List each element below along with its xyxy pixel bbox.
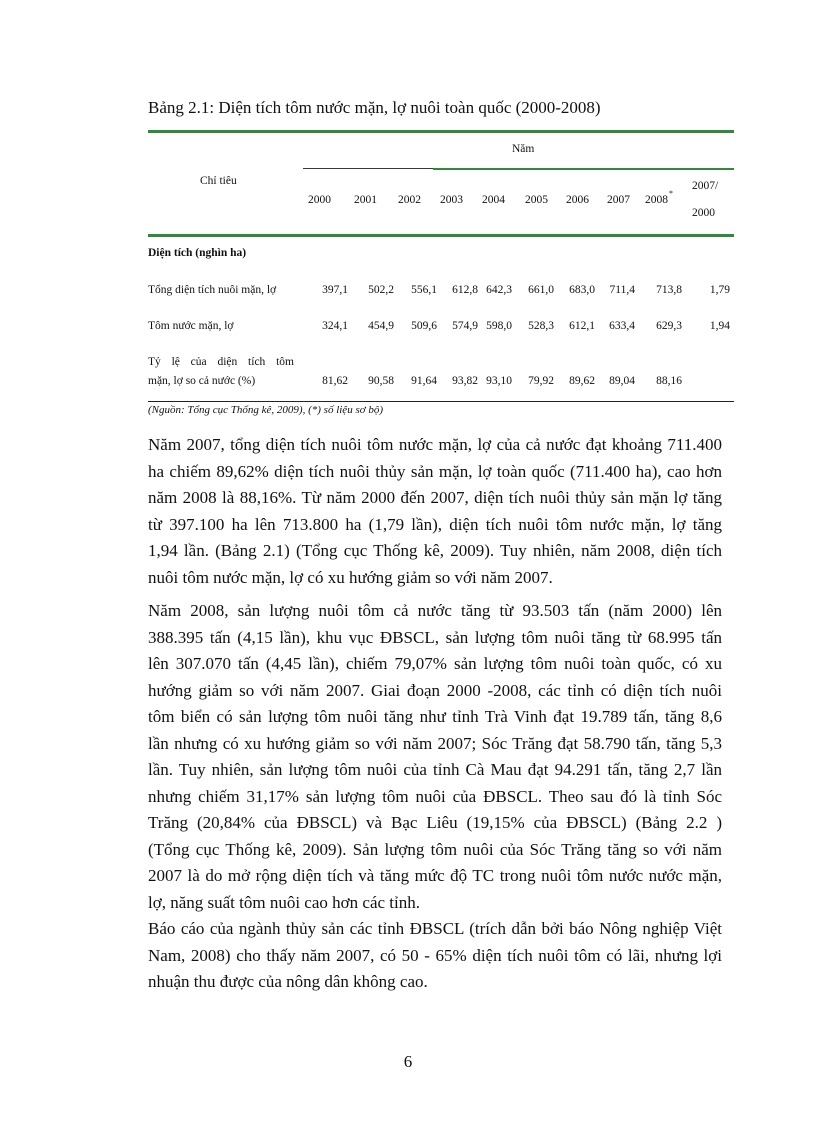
- row-label-line-2: mặn, lợ so cả nước (%): [148, 375, 256, 387]
- header-chi-tieu: Chỉ tiêu: [200, 175, 237, 187]
- table-cell: 711,4: [609, 284, 635, 296]
- header-year: 2001: [354, 194, 377, 206]
- text-line: (Tổng cục Thống kê, 2009). Sản lượng tôm nuôi của Sóc Trăng tăng so với năm: [148, 839, 722, 859]
- text-line: Báo cáo của ngành thủy sản các tỉnh ĐBSCL (trích dẫn bởi báo Nông nghiệp Việt: [148, 919, 722, 938]
- table-header-subrule-2: [433, 168, 734, 170]
- paragraph-3: [148, 916, 722, 996]
- table-cell: 91,64: [411, 375, 437, 387]
- table-cell: 502,2: [368, 284, 394, 296]
- table-cell: 713,8: [656, 284, 682, 296]
- header-year: 2005: [525, 194, 548, 206]
- header-year: 2004: [482, 194, 505, 206]
- table-cell: 612,8: [452, 284, 478, 296]
- text-line: lên 307.070 tấn (4,45 lần), chiếm 79,07% sản lượng tôm nuôi toàn quốc, có xu: [148, 654, 722, 673]
- row-label: Tôm nước mặn, lợ: [148, 320, 234, 332]
- header-year-2008: [645, 189, 673, 206]
- table-cell: 79,92: [528, 375, 554, 387]
- table-bottom-rule: [148, 401, 734, 402]
- table-ratio-cell: 1,79: [709, 284, 730, 296]
- header-year: 2000: [308, 194, 331, 206]
- table-caption: Bảng 2.1: Diện tích tôm nước mặn, lợ nuôi toàn quốc (2000-2008): [148, 98, 601, 117]
- text-line: Nam, 2008) cho thấy năm 2007, có 50 - 65% diện tích nuôi tôm có lãi, nhưng lợi: [148, 945, 722, 965]
- table-cell: 509,6: [411, 320, 437, 332]
- table-cell: 661,0: [528, 284, 554, 296]
- text-line: nhưng chiếm 31,17% sản lượng tôm nuôi của ĐBSCL. Theo sau đó là tỉnh Sóc: [148, 786, 722, 806]
- paragraph-1: [148, 432, 722, 591]
- text-line: hướng giảm so với năm 2007. Giai đoạn 2000 -2008, các tỉnh có diện tích nuôi: [148, 680, 722, 700]
- text-line: 2007 là do mở rộng diện tích và tăng mức độ TC trong nuôi tôm nước nước mặn,: [148, 866, 722, 885]
- text-line: lần nhưng có xu hướng giảm so với năm 2007; Sóc Trăng đạt 58.790 tấn, tăng 5,3: [148, 733, 722, 753]
- header-year: 2002: [398, 194, 421, 206]
- header-year: 2006: [566, 194, 589, 206]
- text-line: lần. Tuy nhiên, sản lượng tôm nuôi của tỉnh Cà Mau đạt 94.291 tấn, tăng 2,7 lần: [148, 760, 722, 779]
- header-year: 2007: [607, 194, 630, 206]
- table-cell: 633,4: [609, 320, 635, 332]
- row-label-line-1: Tỷ lệ của diện tích tôm: [148, 356, 294, 368]
- table-cell: 397,1: [322, 284, 348, 296]
- table-cell: 90,58: [368, 375, 394, 387]
- text-line: ha chiếm 89,62% diện tích nuôi thủy sản mặn, lợ toàn quốc (711.400 ha), cao hơn: [148, 461, 722, 481]
- text-line: Trăng (20,84% của ĐBSCL) và Bạc Liêu (19,15% của ĐBSCL) (Bảng 2.2 ): [148, 813, 722, 832]
- table-cell: 528,3: [528, 320, 554, 332]
- table-ratio-cell: 1,94: [709, 320, 730, 332]
- table-cell: 89,62: [569, 375, 595, 387]
- table-header-bottom-rule: [148, 234, 734, 237]
- table-cell: 574,9: [452, 320, 478, 332]
- table-cell: 598,0: [486, 320, 512, 332]
- text-line: 1,94 lần. (Bảng 2.1) (Tổng cục Thống kê, 2009). Tuy nhiên, năm 2008, diện tích: [148, 541, 722, 560]
- header-year: 2008: [645, 194, 668, 206]
- table-cell: 93,10: [486, 375, 512, 387]
- text-line: 388.395 tấn (4,15 lần), khu vục ĐBSCL, sản lượng tôm nuôi tăng từ 68.995 tấn: [148, 627, 722, 647]
- table-cell: 324,1: [322, 320, 348, 332]
- text-line: tôm biển có sản lượng tôm nuôi tăng như tỉnh Trà Vinh đạt 19.789 tấn, tăng 8,6: [148, 707, 722, 726]
- text-line: nuôi tôm nước mặn, lợ có xu hướng giảm so với năm 2007.: [148, 567, 553, 587]
- table-cell: 88,16: [656, 375, 682, 387]
- table-cell: 81,62: [322, 375, 348, 387]
- header-nam: Năm: [512, 143, 535, 155]
- text-line: Năm 2007, tổng diện tích nuôi tôm nước mặn, lợ của cả nước đạt khoảng 711.400: [148, 435, 722, 454]
- row-label: Tổng diện tích nuôi mặn, lợ: [148, 284, 277, 296]
- paragraph-2: [148, 598, 722, 916]
- table-cell: 556,1: [411, 284, 437, 296]
- preliminary-asterisk: *: [669, 189, 673, 198]
- table-cell: 629,3: [656, 320, 682, 332]
- text-line: Năm 2008, sản lượng nuôi tôm cả nước tăng từ 93.503 tấn (năm 2000) lên: [148, 601, 722, 620]
- group-label: Diện tích (nghìn ha): [148, 247, 247, 259]
- table-cell: 612,1: [569, 320, 595, 332]
- table-cell: 93,82: [452, 375, 478, 387]
- table-cell: 683,0: [569, 284, 595, 296]
- table-source-note: (Nguồn: Tổng cục Thống kê, 2009), (*) số liệu sơ bộ): [148, 404, 384, 416]
- header-year: 2003: [440, 194, 463, 206]
- table-cell: 642,3: [486, 284, 512, 296]
- table-cell: 89,04: [609, 375, 635, 387]
- header-ratio-bottom: 2000: [692, 207, 715, 219]
- text-line: lợ, năng suất tôm nuôi cao hơn các tỉnh.: [148, 892, 420, 912]
- text-line: năm 2008 là 88,16%. Từ năm 2000 đến 2007, diện tích nuôi thủy sản mặn lợ tăng: [148, 488, 722, 507]
- table-top-rule: [148, 130, 734, 133]
- text-line: từ 397.100 ha lên 713.800 ha (1,79 lần), diện tích nuôi tôm nước mặn, lợ tăng: [148, 514, 722, 534]
- header-ratio-top: 2007/: [692, 180, 719, 192]
- text-line: nhuận thu được của nông dân không cao.: [148, 972, 428, 991]
- table-header-subrule: [303, 168, 433, 169]
- table-cell: 454,9: [368, 320, 394, 332]
- page-number: 6: [403, 1052, 413, 1071]
